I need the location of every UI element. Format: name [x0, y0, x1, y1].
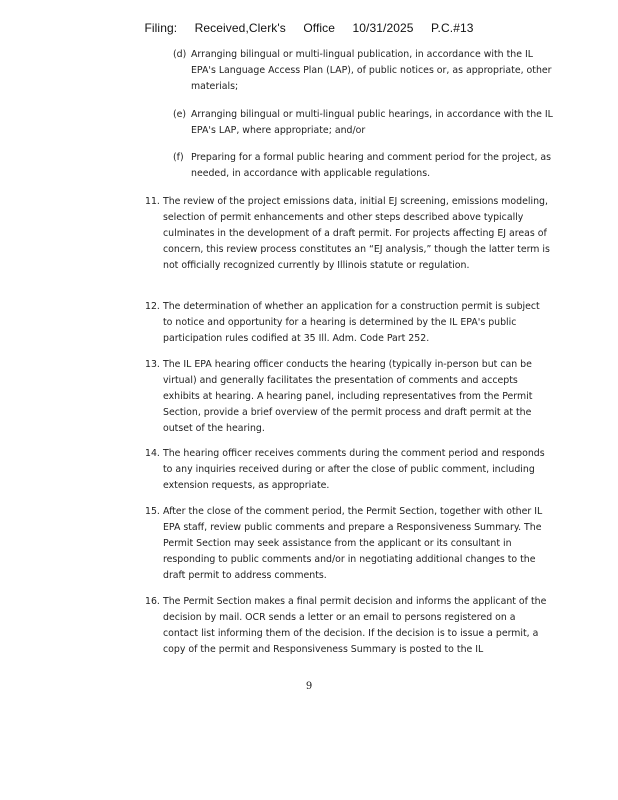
- item-label: (d): [173, 49, 187, 60]
- list-item-12: [145, 299, 550, 347]
- item-number: 13.: [145, 359, 160, 370]
- item-text: The review of the project emissions data, initial EJ screening, emissions modeling, selection of permit enhancements and other steps described above typically culminates in the development of a draft permit. For projects affecting EJ areas of concern, this review process constitutes an “EJ analysis,” though the latter term is not officially recognized currently by Illinois statute or regulation.: [163, 196, 550, 271]
- item-text: After the close of the comment period, the Permit Section, together with other IL EPA staff, review public comments and prepare a Responsiveness Summary. The Permit Section may seek assistance from the applicant or its consultant in responding to public comments and/or in negotiating additional changes to the draft permit to address comments.: [163, 506, 543, 581]
- item-number: 16.: [145, 596, 160, 607]
- list-item-f: [173, 150, 553, 182]
- item-text: The determination of whether an application for a construction permit is subject to notice and opportunity for a hearing is determined by the IL EPA's public participation rules codified at 35 Ill. Adm. Code Part 252.: [163, 301, 540, 344]
- pc-number: P.C.#13: [431, 21, 474, 35]
- filing-label: Filing:: [144, 21, 178, 35]
- filing-stamp-header: [0, 21, 618, 35]
- item-number: 15.: [145, 506, 160, 517]
- list-item-16: [145, 594, 550, 658]
- list-item-13: [145, 357, 550, 437]
- item-label: (f): [173, 152, 184, 163]
- list-item-d: [173, 47, 553, 95]
- item-text: Arranging bilingual or multi-lingual publication, in accordance with the IL EPA's Language Access Plan (LAP), of public notices or, as appropriate, other materials;: [191, 49, 552, 92]
- item-text: Preparing for a formal public hearing and comment period for the project, as needed, in accordance with applicable regulations.: [191, 152, 552, 179]
- item-number: 12.: [145, 301, 160, 312]
- item-text: The IL EPA hearing officer conducts the hearing (typically in-person but can be virtual) and generally facilitates the presentation of comments and accepts exhibits at hearing. A hearing panel, including representatives from the Permit Section, provide a brief overview of the permit process and draft permit at the outset of the hearing.: [163, 359, 533, 434]
- list-item-14: [145, 446, 550, 494]
- item-text: Arranging bilingual or multi-lingual public hearings, in accordance with the IL EPA's LAP, where appropriate; and/or: [191, 109, 553, 136]
- office-label: Office: [303, 21, 336, 35]
- item-label: (e): [173, 109, 187, 120]
- filing-date: 10/31/2025: [352, 21, 414, 35]
- list-item-15: [145, 504, 550, 584]
- item-number: 14.: [145, 448, 160, 459]
- item-number: 11.: [145, 196, 160, 207]
- page-number: 9: [305, 681, 313, 692]
- item-text: The hearing officer receives comments during the comment period and responds to any inquiries received during or after the close of public comment, including extension requests, as appropriate.: [163, 448, 545, 491]
- list-item-e: [173, 107, 553, 139]
- list-item-11: [145, 194, 550, 274]
- received-label: Received,Clerk's: [194, 21, 286, 35]
- item-text: The Permit Section makes a final permit decision and informs the applicant of the decision by mail. OCR sends a letter or an email to persons registered on a contact list informing them of the decision. If the decision is to issue a permit, a copy of the permit and Responsiveness Summary is posted to the IL: [163, 596, 547, 655]
